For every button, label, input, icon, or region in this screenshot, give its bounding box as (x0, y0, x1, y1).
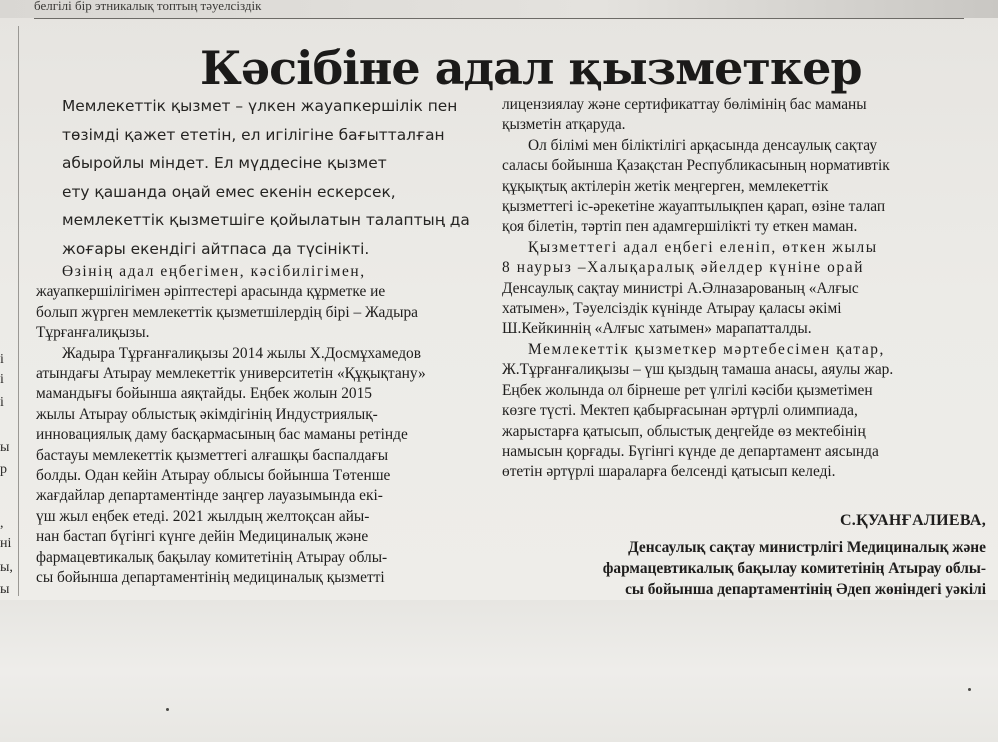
author-title-line: фармацевтикалық бақылау комитетінің Атырау облы- (602, 560, 986, 577)
author-title-line: Денсаулық сақтау министрлігі Медициналық және (628, 539, 986, 556)
edge-fragment: ы, (0, 560, 13, 575)
lead-line: ету қашанда оңай емес екенін ескерсек, (62, 182, 396, 201)
body-line: Ол білімі мен біліктілігі арқасында денсаулық сақтау (528, 136, 878, 154)
edge-fragment: і (0, 395, 4, 410)
body-line: қызметін атқаруда. (502, 116, 626, 134)
body-line: Денсаулық сақтау министрі А.Әлназарованың «Алғыс (502, 279, 859, 297)
body-line: лицензиялау және сертификаттау бөлімінің бас маманы (502, 96, 867, 113)
body-line: жылы Атырау облыстық әкімдігінің Индустриялық- (36, 405, 378, 423)
top-rule (34, 18, 964, 19)
body-line: 8 наурыз –Халықаралық әйелдер күніне орай (502, 259, 865, 277)
author-name: С.ҚУАНҒАЛИЕВА, (839, 512, 986, 529)
body-line: Ш.Кейкиннің «Алғыс хатымен» марапатталды. (502, 320, 812, 338)
body-line: өтетін әртүрлі шараларға белсенді қатысып келеді. (502, 463, 836, 481)
body-line: атындағы Атырау мемлекеттік университетін «Құқықтану» (36, 365, 426, 383)
author-signature (506, 510, 986, 600)
edge-fragment: р (0, 462, 7, 477)
paper-speck (166, 708, 169, 711)
lead-line: төзімді қажет ететін, ел игілігіне бағытталған (62, 125, 445, 144)
body-line: қоя білетін, тәртіп пен адамгершілікті ту еткен маман. (502, 218, 858, 236)
left-column (36, 262, 494, 589)
body-line: жауапкершілігімен әріптестері арасында құрметке ие (36, 283, 386, 301)
edge-fragment: ні (0, 536, 12, 551)
body-line: инновациялық даму басқармасының бас маманы ретінде (36, 426, 408, 444)
edge-fragment: , (0, 516, 4, 531)
body-line: Қызметтегі адал еңбегі еленіп, өткен жылы (528, 238, 878, 256)
body-line: мамандығы бойынша аяқтайды. Еңбек жолын 2015 (36, 385, 372, 403)
edge-fragment: ы (0, 582, 10, 597)
column-divider (18, 26, 19, 596)
body-line: үш жыл еңбек етеді. 2021 жылдың желтоқсан айы- (36, 507, 370, 525)
lead-paragraph (62, 92, 482, 264)
body-line: фармацевтикалық бақылау комитетінің Атырау облы- (36, 548, 388, 566)
author-title-line: сы бойынша департаментінің Әдеп жөніндегі уәкілі (625, 581, 986, 598)
body-line: жағдайлар департаментінде заңгер лауазымында екі- (36, 487, 383, 505)
body-line: сы бойынша департаментінің медициналық қызметті (36, 569, 385, 587)
body-line: қызметтегі іс-әрекетіне жауаптылықпен қарап, өзіне талап (502, 198, 886, 216)
lead-line: абыройлы міндет. Ел мүддесіне қызмет (62, 154, 387, 173)
body-line: хатымен», Тәуелсіздік күнінде Атырау қаласы әкімі (502, 300, 842, 318)
lead-line: Мемлекеттік қызмет – үлкен жауапкершілік пен (62, 97, 458, 115)
lead-line: жоғары екендігі айтпаса да түсінікті. (62, 239, 370, 258)
edge-fragment: і (0, 352, 4, 367)
body-line: Ж.Тұрғанғалиқызы – үш қыздың тамаша анасы, аяулы жар. (502, 361, 894, 379)
article-headline: Кәсібіне адал қызметкер (200, 40, 862, 95)
previous-article-fragment: белгілі бір этникалық топтың тәуелсіздік (34, 0, 262, 13)
body-line: Тұрғанғалиқызы. (36, 324, 150, 342)
body-line: Өзінің адал еңбегімен, кәсібилігімен, (62, 263, 366, 280)
edge-fragment: і (0, 372, 4, 387)
body-line: Еңбек жолында ол бірнеше рет үлгілі кәсіби қызметімен (502, 381, 873, 399)
blank-page-area (0, 600, 998, 742)
body-line: Мемлекеттік қызметкер мәртебесімен қатар, (528, 340, 886, 358)
body-line: құқықтық актілерін жетік меңгерген, мемлекеттік (502, 177, 829, 195)
body-line: Жадыра Тұрғанғалиқызы 2014 жылы Х.Досмұхамедов (62, 344, 421, 362)
body-line: болды. Одан кейін Атырау облысы бойынша Төтенше (36, 467, 391, 485)
body-line: нан бастап бүгінгі күнге дейін Медициналық және (36, 528, 369, 546)
lead-line: мемлекеттік қызметшіге қойылатын талаптың да (62, 211, 470, 230)
edge-fragment: ы (0, 440, 10, 455)
right-column (502, 95, 972, 483)
body-line: көзге түсті. Мектеп қабырғасынан әртүрлі олимпиада, (502, 402, 858, 420)
body-line: болып жүрген мемлекеттік қызметшілердің бірі – Жадыра (36, 303, 418, 321)
paper-speck (968, 688, 971, 691)
body-line: саласы бойынша Қазақстан Республикасының нормативтік (502, 157, 890, 175)
body-line: намысын қорғады. Бүгінгі күнде де департамент аясында (502, 442, 879, 460)
body-line: жарыстарға қатысып, облыстық деңгейде өз мектебінің (502, 422, 866, 440)
body-line: бастауы мемлекеттік қызметтегі алғашқы баспалдағы (36, 446, 389, 464)
